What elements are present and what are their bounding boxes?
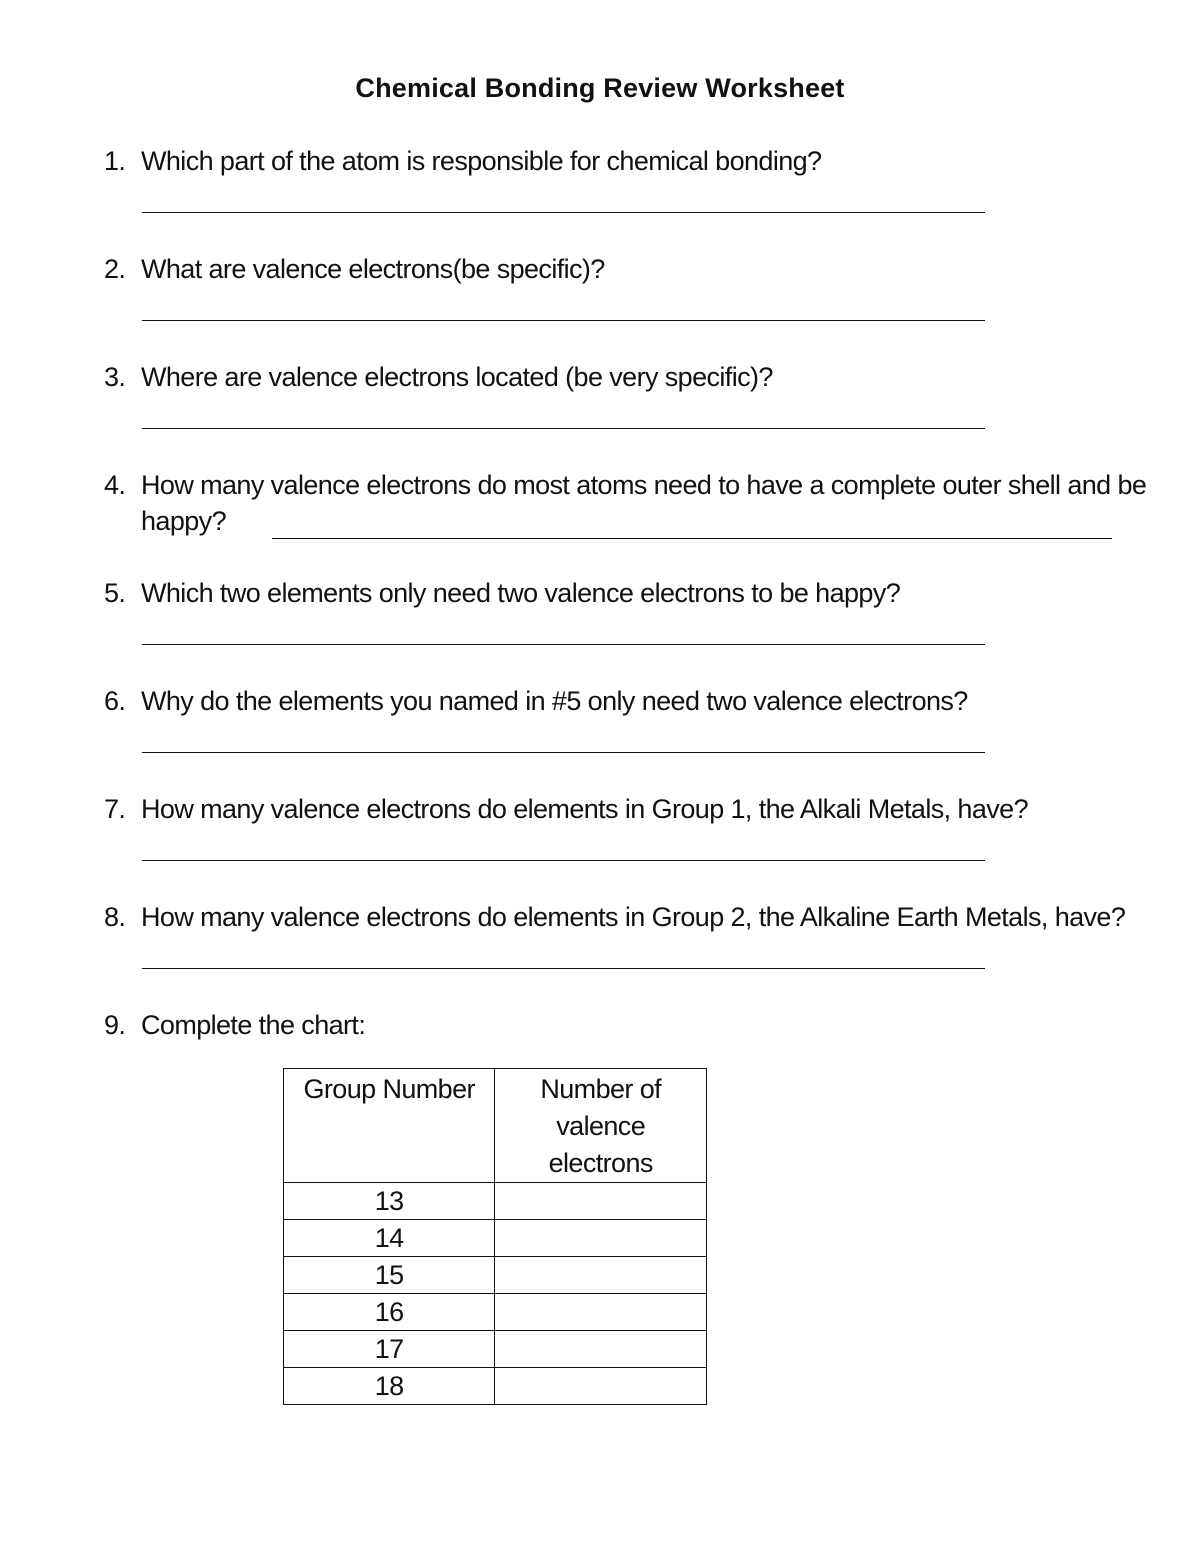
question-text: Complete the chart: <box>141 1010 366 1040</box>
worksheet-title: Chemical Bonding Review Worksheet <box>355 73 845 103</box>
table-row <box>284 1257 707 1294</box>
answer-line-4[interactable] <box>272 538 1112 539</box>
question-text: How many valence electrons do elements in Group 1, the Alkali Metals, have? <box>141 794 1028 824</box>
answer-line-2[interactable] <box>142 320 985 321</box>
table-row <box>284 1220 707 1257</box>
question-text: What are valence electrons(be specific)? <box>141 254 605 284</box>
question-number: 6. <box>104 686 126 716</box>
valence-electron-chart <box>283 1068 707 1405</box>
question-number: 2. <box>104 254 126 284</box>
table-row <box>284 1294 707 1331</box>
answer-line-7[interactable] <box>142 860 985 861</box>
question-number: 8. <box>104 902 126 932</box>
question-number: 4. <box>104 470 126 500</box>
valence-answer-cell[interactable] <box>495 1331 707 1368</box>
group-cell: 16 <box>284 1294 495 1331</box>
valence-answer-cell[interactable] <box>495 1257 707 1294</box>
question-text: How many valence electrons do most atoms need to have a complete outer shell and be happy? <box>141 470 1147 536</box>
chart-header-row <box>284 1069 707 1183</box>
question-number: 7. <box>104 794 126 824</box>
group-cell: 14 <box>284 1220 495 1257</box>
header-valence-electrons <box>495 1069 707 1183</box>
valence-answer-cell[interactable] <box>495 1220 707 1257</box>
answer-line-3[interactable] <box>142 428 985 429</box>
answer-line-5[interactable] <box>142 644 985 645</box>
question-text: Why do the elements you named in #5 only need two valence electrons? <box>141 686 968 716</box>
question-text: Where are valence electrons located (be very specific)? <box>141 362 773 392</box>
group-cell: 18 <box>284 1368 495 1405</box>
question-text: Which two elements only need two valence electrons to be happy? <box>141 578 901 608</box>
answer-line-6[interactable] <box>142 752 985 753</box>
answer-line-8[interactable] <box>142 968 985 969</box>
group-cell: 15 <box>284 1257 495 1294</box>
question-text: Which part of the atom is responsible for chemical bonding? <box>141 146 822 176</box>
valence-answer-cell[interactable] <box>495 1183 707 1220</box>
question-number: 5. <box>104 578 126 608</box>
valence-answer-cell[interactable] <box>495 1368 707 1405</box>
group-cell: 13 <box>284 1183 495 1220</box>
table-row <box>284 1331 707 1368</box>
question-number: 3. <box>104 362 126 392</box>
valence-answer-cell[interactable] <box>495 1294 707 1331</box>
table-row <box>284 1368 707 1405</box>
question-number: 1. <box>104 146 126 176</box>
header-valence-electrons-text: Number of valence electrons <box>540 1074 662 1178</box>
table-row <box>284 1183 707 1220</box>
header-group-number: Group Number <box>284 1069 495 1183</box>
answer-line-1[interactable] <box>142 212 985 213</box>
question-text: How many valence electrons do elements in Group 2, the Alkaline Earth Metals, have? <box>141 902 1126 932</box>
group-cell: 17 <box>284 1331 495 1368</box>
question-number: 9. <box>104 1010 126 1040</box>
